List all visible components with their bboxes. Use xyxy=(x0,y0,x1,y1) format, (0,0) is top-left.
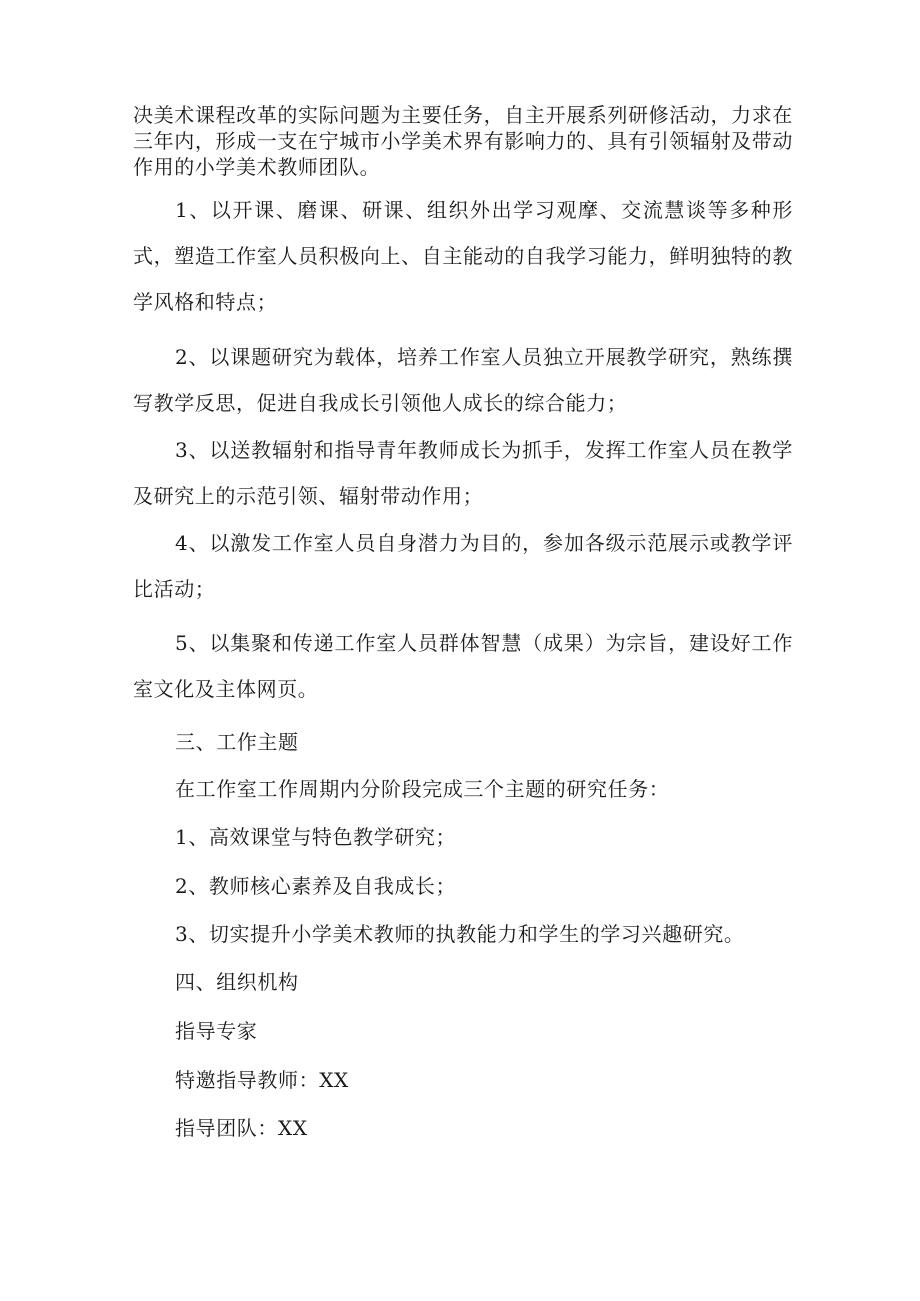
section4-sub-heading: 指导专家 xyxy=(175,1019,258,1043)
section4-line-1: 特邀指导教师：XX xyxy=(175,1068,349,1092)
section3-item-2: 2、教师核心素养及自我成长； xyxy=(175,874,457,898)
goal-paragraph-4: 4、以激发工作室人员自身潜力为目的，参加各级示范展示或教学评比活动； xyxy=(133,531,793,601)
intro-paragraph: 决美术课程改革的实际问题为主要任务，自主开展系列研修活动，力求在三年内，形成一支在宁城市小学美术界有影响力的、具有引领辐射及带动作用的小学美术教师团队。 xyxy=(133,103,793,179)
goal-paragraph-2: 2、以课题研究为载体，培养工作室人员独立开展教学研究，熟练撰写教学反思，促进自我成长引领他人成长的综合能力； xyxy=(133,345,793,415)
goal-paragraph-5: 5、以集聚和传递工作室人员群体智慧（成果）为宗旨，建设好工作室文化及主体网页。 xyxy=(133,631,793,701)
goal-paragraph-1: 1、以开课、磨课、研课、组织外出学习观摩、交流慧谈等多种形式，塑造工作室人员积极向上、自主能动的自我学习能力，鲜明独特的教学风格和特点； xyxy=(133,198,793,314)
section4-line-2: 指导团队：XX xyxy=(175,1116,308,1140)
section3-heading: 三、工作主题 xyxy=(175,730,299,754)
section4-heading: 四、组织机构 xyxy=(175,970,299,994)
goal-paragraph-3: 3、以送教辐射和指导青年教师成长为抓手，发挥工作室人员在教学及研究上的示范引领、辐射带动作用； xyxy=(133,438,793,508)
section3-item-3: 3、切实提升小学美术教师的执教能力和学生的学习兴趣研究。 xyxy=(175,922,745,946)
section3-intro: 在工作室工作周期内分阶段完成三个主题的研究任务： xyxy=(175,777,670,801)
section3-item-1: 1、高效课堂与特色教学研究； xyxy=(175,825,457,849)
